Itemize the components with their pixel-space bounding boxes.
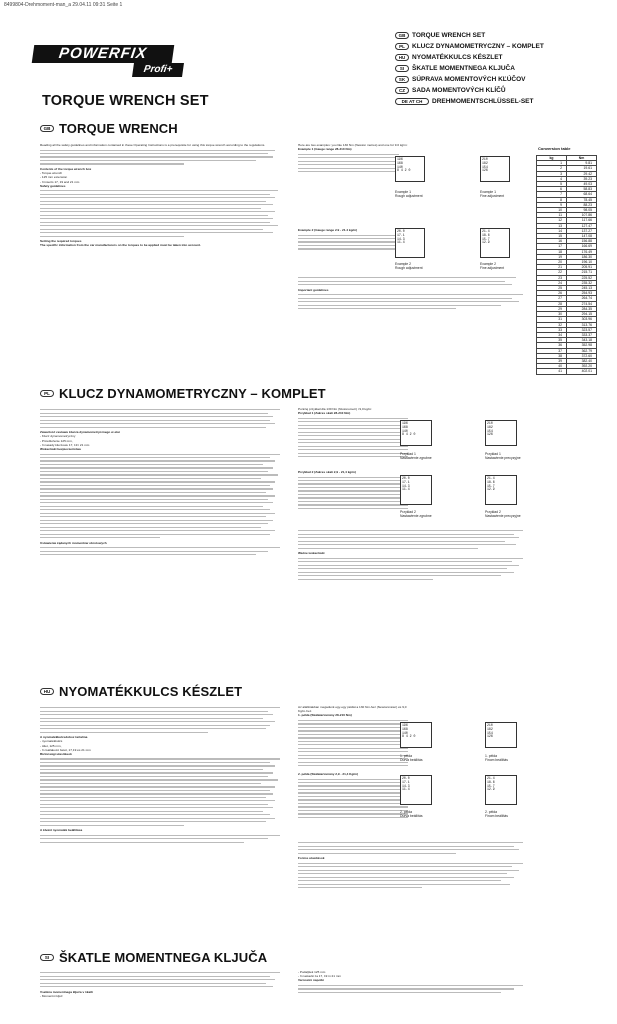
text-lines xyxy=(298,154,399,173)
scale-value: 154 xyxy=(487,730,493,735)
gb-example2-block xyxy=(298,228,408,252)
kg-cell: 2 xyxy=(537,166,567,171)
language-row xyxy=(395,96,610,107)
kg-cell: 3 xyxy=(537,171,567,176)
scale-value: 140 xyxy=(402,428,408,433)
nm-cell: 372.60 xyxy=(567,353,597,358)
caption-line: Fine adjustment xyxy=(480,266,505,270)
kg-cell: 26 xyxy=(537,291,567,296)
nm-cell: 196.10 xyxy=(567,260,597,265)
section-title: KLUCZ DYNAMOMETRYCZNY – KOMPLET xyxy=(59,386,326,401)
figure-caption xyxy=(485,510,521,518)
language-row xyxy=(395,52,610,63)
text-lines xyxy=(40,972,280,987)
hu-safety-heading: Biztonsági utasítások xyxy=(40,751,72,756)
gb-example2-heading: Example 2 (Gauge range 2.9 - 21.4 kg/m) xyxy=(298,228,358,232)
language-row xyxy=(395,63,610,74)
section-title: NYOMATÉKKULCS KÉSZLET xyxy=(59,684,243,699)
scale-value: 21.4 xyxy=(482,229,490,233)
gb-safety-heading: Safety guidelines xyxy=(40,183,66,188)
nm-cell: 29.42 xyxy=(567,171,597,176)
conversion-table-body xyxy=(537,161,597,374)
scale-value: 12.9 xyxy=(487,487,495,492)
nm-cell: 49.03 xyxy=(567,182,597,187)
gb-contents-heading: Contents of the torque wrench box xyxy=(40,166,92,171)
nm-cell: 9.81 xyxy=(567,161,597,166)
section-header-si xyxy=(40,950,267,965)
caption-line: Nastawienie precyzyjne xyxy=(485,456,521,460)
pl-example1-heading: Przykład 1 (Zakres skali 28-210 Nm) xyxy=(298,411,351,416)
caption-line: Nastawienie zgrubne xyxy=(400,456,432,460)
kg-cell: 19 xyxy=(537,254,567,259)
scale-value: 21.4 xyxy=(487,476,495,480)
text-lines xyxy=(298,985,523,993)
kg-cell: 38 xyxy=(537,353,567,358)
kg-cell: 29 xyxy=(537,306,567,311)
scale-value: 18.6 xyxy=(482,232,490,237)
hu-example2-heading: 2. példa (Skálatartomány 2,9 - 21,4 Kg/m) xyxy=(298,772,359,776)
language-title: DREHMOMENTSCHLÜSSEL-SET xyxy=(432,98,534,105)
scale-value: 182 xyxy=(482,160,488,165)
hu-contents-item: - ötlet, 125 mm, xyxy=(40,743,62,748)
pl-left-column xyxy=(40,407,280,657)
pl-contents-item: - Klucz dynamometryczny xyxy=(40,434,76,439)
gauge-figure xyxy=(485,475,517,505)
language-title: SÚPRAVA MOMENTOVÝCH KĽÚČOV xyxy=(412,76,526,83)
kg-cell: 36 xyxy=(537,343,567,348)
language-code: GB xyxy=(395,32,409,39)
gauge-figure xyxy=(480,156,510,182)
language-title: SADA MOMENTOVÝCH KLÍČŮ xyxy=(412,87,506,94)
nm-cell: 294.15 xyxy=(567,312,597,317)
caption-line: Example 1 xyxy=(480,190,497,194)
nm-cell: 68.64 xyxy=(567,192,597,197)
scale-value: 15.7 xyxy=(482,236,490,241)
nm-cell: 137.27 xyxy=(567,228,597,233)
kg-cell: 32 xyxy=(537,322,567,327)
hu-important-heading: Fontos utasítások xyxy=(298,856,325,861)
gauge-figure xyxy=(395,228,425,258)
text-lines xyxy=(40,454,280,539)
section-header-pl xyxy=(40,386,326,401)
text-lines xyxy=(298,294,523,309)
caption-line: Finom beállítás xyxy=(485,758,508,762)
language-list xyxy=(395,30,610,107)
caption-line: Przykład 2 xyxy=(485,510,501,514)
table-row xyxy=(537,369,597,374)
gb-intro: Reading all the safety guidelines and information contained in these Operating Instructions is a prerequisite for using this torque wrench according to the regulations. xyxy=(40,143,266,147)
si-contents-heading: Vsebina momentnega ključa v škatli xyxy=(40,989,93,994)
nm-cell: 235.32 xyxy=(567,280,597,285)
scale-value: 15.7 xyxy=(487,783,495,788)
scale-value: 140 xyxy=(402,730,408,735)
text-lines xyxy=(298,842,523,854)
kg-cell: 23 xyxy=(537,275,567,280)
caption-line: Example 1 xyxy=(395,190,412,194)
gauge-figure xyxy=(485,722,517,748)
figure-caption xyxy=(485,810,508,818)
gb-setting-heading: Setting the required torques xyxy=(40,239,82,244)
scale-value: 126 xyxy=(482,168,488,173)
gauge-figure xyxy=(395,156,425,182)
kg-cell: 33 xyxy=(537,327,567,332)
kg-cell: 21 xyxy=(537,265,567,270)
hu-example-intro: Az alábbiakban megadunk egy-egy példát a 130 Nm-hez (Newtonméter) és 9,0 Kg/m-hez. xyxy=(298,705,407,714)
gauge-figure xyxy=(485,775,517,805)
scale-value: 18.6 xyxy=(487,479,495,484)
nm-cell: 117.66 xyxy=(567,218,597,223)
caption-line: Rough adjustment xyxy=(395,194,423,198)
caption-line: Przykład 1 xyxy=(400,452,416,456)
kg-cell: 31 xyxy=(537,317,567,322)
text-lines xyxy=(298,477,408,510)
caption-line: Fine adjustment xyxy=(480,194,505,198)
text-lines xyxy=(298,277,523,285)
caption-line: Nastawienie precyzyjne xyxy=(485,514,521,518)
nm-cell: 382.40 xyxy=(567,358,597,363)
scale-value: 210 xyxy=(487,421,493,425)
text-lines xyxy=(298,235,408,250)
hu-important-block xyxy=(298,840,523,891)
hu-example2-block xyxy=(298,772,408,820)
text-lines xyxy=(40,190,280,236)
text-lines xyxy=(40,707,280,733)
text-lines xyxy=(298,558,523,580)
hu-right-column xyxy=(298,705,408,769)
gb-contents-item: - 125 mm extension xyxy=(40,175,68,180)
nm-cell: 245.13 xyxy=(567,286,597,291)
scale-value: 18.6 xyxy=(487,779,495,784)
kg-cell: 5 xyxy=(537,182,567,187)
language-row xyxy=(395,85,610,96)
kg-cell: 14 xyxy=(537,228,567,233)
column-header: kg xyxy=(537,156,567,161)
pl-contents-item: - Przedłużenie 125 mm, xyxy=(40,438,73,443)
nm-cell: 313.76 xyxy=(567,322,597,327)
si-right-column xyxy=(298,970,523,1020)
gb-left-column xyxy=(40,143,280,323)
gauge-figure xyxy=(400,475,432,505)
scale-value: 17.1 xyxy=(402,779,410,784)
kg-cell: 9 xyxy=(537,202,567,207)
figure-caption xyxy=(400,754,423,762)
kg-cell: 41 xyxy=(537,369,567,374)
caption-line: Durva beállítás xyxy=(400,758,423,762)
dial-value: 8 4 2 0 xyxy=(397,168,411,173)
nm-cell: 39.23 xyxy=(567,176,597,181)
nm-cell: 127.47 xyxy=(567,223,597,228)
scale-value: 12.9 xyxy=(487,787,495,792)
kg-cell: 35 xyxy=(537,338,567,343)
scale-value: 20.0 xyxy=(402,476,410,480)
caption-line: Rough adjustment xyxy=(395,266,423,270)
kg-cell: 4 xyxy=(537,176,567,181)
figure-caption xyxy=(485,754,508,762)
scale-value: 11.4 xyxy=(402,487,410,492)
scale-value: 14.3 xyxy=(402,783,410,788)
figure-caption xyxy=(400,510,432,518)
language-title: TORQUE WRENCH SET xyxy=(412,32,486,39)
scale-value: 17.1 xyxy=(397,232,405,237)
scale-value: 126 xyxy=(487,734,493,739)
kg-cell: 13 xyxy=(537,223,567,228)
scale-value: 20.0 xyxy=(402,776,410,780)
caption-line: Przykład 1 xyxy=(485,452,501,456)
language-code: SI xyxy=(395,65,409,72)
nm-cell: 107.86 xyxy=(567,213,597,218)
si-contents-item: - Podaljšek 125 mm xyxy=(298,970,326,974)
nm-cell: 225.52 xyxy=(567,275,597,280)
kg-cell: 1 xyxy=(537,161,567,166)
gauge-figure xyxy=(480,228,510,258)
nm-cell: 343.18 xyxy=(567,338,597,343)
language-row xyxy=(395,41,610,52)
conversion-table-title: Conversion table xyxy=(538,146,571,151)
dial-value: 8 4 2 0 xyxy=(402,432,416,437)
nm-cell: 205.91 xyxy=(567,265,597,270)
pl-setting-heading: Ustawienie żądanych momentów obrotowych xyxy=(40,540,107,545)
pl-safety-heading: Wskazówki bezpieczeństwa xyxy=(40,447,81,452)
nm-cell: 176.49 xyxy=(567,249,597,254)
nm-cell: 166.69 xyxy=(567,244,597,249)
hu-setting-heading: A kívánt nyomaték beállítása xyxy=(40,828,83,833)
kg-cell: 25 xyxy=(537,286,567,291)
hu-contents-item: - 3 csatlakozó betét, 17,19 és 21 mm xyxy=(40,747,91,752)
caption-line: Finom beállítás xyxy=(485,814,508,818)
scale-value: 17.1 xyxy=(402,479,410,484)
scale-value: 11.4 xyxy=(402,787,410,792)
scale-value: 168 xyxy=(402,424,408,429)
kg-cell: 22 xyxy=(537,270,567,275)
section-header-hu xyxy=(40,684,242,699)
kg-cell: 34 xyxy=(537,332,567,337)
figure-caption xyxy=(400,810,423,818)
nm-cell: 215.71 xyxy=(567,270,597,275)
caption-line: Przykład 2 xyxy=(400,510,416,514)
kg-cell: 40 xyxy=(537,364,567,369)
nm-cell: 352.98 xyxy=(567,343,597,348)
scale-value: 140 xyxy=(397,164,403,169)
si-safety-heading: Varnostni napotki xyxy=(298,978,324,983)
kg-cell: 37 xyxy=(537,348,567,353)
caption-line: 2. példa xyxy=(485,810,498,814)
gb-example1-heading: Example 1 (Gauge range 28-210 Nm) xyxy=(298,147,352,152)
scale-value: 154 xyxy=(487,428,493,433)
text-lines xyxy=(40,758,280,825)
nm-cell: 392.20 xyxy=(567,364,597,369)
gauge-figure xyxy=(400,420,432,446)
figure-caption xyxy=(485,452,521,460)
pl-important-heading: Ważne wskazówki xyxy=(298,551,325,556)
caption-line: 2. példa xyxy=(400,810,413,814)
scale-value: 196 xyxy=(402,723,408,727)
kg-cell: 16 xyxy=(537,239,567,244)
kg-cell: 27 xyxy=(537,296,567,301)
caption-line: Durva beállítás xyxy=(400,814,423,818)
gauge-figure xyxy=(400,722,432,748)
figure-caption xyxy=(400,452,432,460)
text-lines xyxy=(298,418,408,458)
powerfix-logo xyxy=(33,41,183,81)
si-contents-item: - 3 nastavki za 17, 19 in 21 mm xyxy=(298,974,341,979)
figure-caption xyxy=(480,190,504,198)
scale-value: 15.7 xyxy=(487,483,495,488)
nm-cell: 186.30 xyxy=(567,254,597,259)
kg-cell: 17 xyxy=(537,244,567,249)
language-code: PL xyxy=(395,43,409,50)
scale-value: 168 xyxy=(397,160,403,165)
column-header: Nm xyxy=(567,156,597,161)
language-title: KLUCZ DYNAMOMETRYCZNY – KOMPLET xyxy=(412,43,544,50)
gb-contents-item: - 3 inserts 17, 19 and 21 mm xyxy=(40,179,80,184)
print-meta-line: 8499804-Drehmoment-man_a 29.04.11 09:31 Seite 1 xyxy=(4,2,123,8)
si-left-column xyxy=(40,970,280,1020)
scale-value: 12.9 xyxy=(482,240,490,245)
caption-line: Example 2 xyxy=(395,262,412,266)
scale-value: 154 xyxy=(482,164,488,169)
kg-cell: 15 xyxy=(537,234,567,239)
caption-line: 1. példa xyxy=(485,754,498,758)
pl-example2-heading: Przykład 2 (Zakres skali 2,9 - 21,4 kg/m) xyxy=(298,470,356,474)
figure-caption xyxy=(395,190,423,198)
nm-cell: 147.08 xyxy=(567,234,597,239)
gb-important-block xyxy=(298,275,523,312)
nm-cell: 274.54 xyxy=(567,301,597,306)
kg-cell: 30 xyxy=(537,312,567,317)
conversion-table xyxy=(536,155,597,375)
scale-value: 196 xyxy=(397,157,403,161)
caption-line: 1. példa xyxy=(400,754,413,758)
scale-value: 126 xyxy=(487,432,493,437)
pl-right-column xyxy=(298,407,408,460)
section-header-gb xyxy=(40,121,178,136)
kg-cell: 8 xyxy=(537,197,567,202)
caption-line: Example 2 xyxy=(480,262,497,266)
kg-cell: 10 xyxy=(537,208,567,213)
section-title: ŠKATLE MOMENTNEGA KLJUČA xyxy=(59,950,268,965)
hu-contents-heading: A nyomatékkulcsdoboz tartalma xyxy=(40,735,88,740)
nm-cell: 303.96 xyxy=(567,317,597,322)
kg-cell: 6 xyxy=(537,187,567,192)
gauge-figure xyxy=(485,420,517,446)
kg-cell: 12 xyxy=(537,218,567,223)
logo-main: POWERFIX xyxy=(32,45,175,63)
pl-example2-block xyxy=(298,470,408,511)
language-code: SK xyxy=(395,76,409,83)
product-title: TORQUE WRENCH SET xyxy=(42,93,209,109)
text-lines xyxy=(298,779,408,819)
language-code: DE AT CH xyxy=(395,98,429,105)
scale-value: 182 xyxy=(487,424,493,429)
kg-cell: 39 xyxy=(537,358,567,363)
figure-caption xyxy=(480,262,504,270)
gb-example-intro: Here are two examples: you like 130 Nm (Newton metres) and one for 9.0 kg/m: xyxy=(298,143,408,147)
nm-cell: 402.01 xyxy=(567,369,597,374)
text-lines xyxy=(298,720,408,766)
hu-left-column xyxy=(40,705,280,920)
section-title: TORQUE WRENCH xyxy=(59,121,178,136)
gauge-figure xyxy=(400,775,432,805)
scale-value: 11.4 xyxy=(397,240,405,245)
nm-cell: 323.57 xyxy=(567,327,597,332)
nm-cell: 156.88 xyxy=(567,239,597,244)
kg-cell: 28 xyxy=(537,301,567,306)
gb-setting-bold: The specific information from the car manufacturers on the torques to be applied must be taken into account. xyxy=(40,243,201,248)
text-lines xyxy=(298,530,523,549)
scale-value: 14.3 xyxy=(402,483,410,488)
kg-cell: 20 xyxy=(537,260,567,265)
scale-value: 14.3 xyxy=(397,236,405,241)
nm-cell: 254.93 xyxy=(567,291,597,296)
scale-value: 21.4 xyxy=(487,776,495,780)
scale-value: 210 xyxy=(482,157,488,161)
scale-value: 182 xyxy=(487,726,493,731)
scale-value: 210 xyxy=(487,723,493,727)
caption-line: Nastawienie zgrubne xyxy=(400,514,432,518)
section-code: GB xyxy=(40,125,54,132)
language-row xyxy=(395,74,610,85)
nm-cell: 78.45 xyxy=(567,197,597,202)
scale-value: 20.0 xyxy=(397,229,405,233)
nm-cell: 264.74 xyxy=(567,296,597,301)
hu-example1-heading: 1. példa (Skálatartomány 28-210 Nm) xyxy=(298,713,352,718)
hu-contents-item: - nyomatékkulcs xyxy=(40,739,63,744)
language-code: HU xyxy=(395,54,409,61)
text-lines xyxy=(40,547,280,555)
kg-cell: 24 xyxy=(537,280,567,285)
scale-value: 196 xyxy=(402,421,408,425)
pl-important-block xyxy=(298,528,523,582)
nm-cell: 19.61 xyxy=(567,166,597,171)
text-lines xyxy=(40,835,280,843)
pl-example-intro: Poniżej przykład dla 130 Nm (Niutonometr) i 9,0 kg/m: xyxy=(298,407,373,411)
nm-cell: 333.37 xyxy=(567,332,597,337)
text-lines xyxy=(40,409,280,428)
kg-cell: 7 xyxy=(537,192,567,197)
nm-cell: 88.23 xyxy=(567,202,597,207)
text-lines xyxy=(40,150,280,165)
section-code: PL xyxy=(40,390,54,397)
section-code: HU xyxy=(40,688,54,695)
si-contents-item: - Momentni ključ xyxy=(40,993,63,998)
section-code: SI xyxy=(40,954,54,961)
dial-value: 8 4 2 0 xyxy=(402,734,416,739)
language-code: CZ xyxy=(395,87,409,94)
scale-value: 168 xyxy=(402,726,408,731)
language-title: NYOMATÉKKULCS KÉSZLET xyxy=(412,54,503,61)
nm-cell: 284.35 xyxy=(567,306,597,311)
pl-contents-heading: Zawartość zestawu klucza dynamometrycznego w etui xyxy=(40,430,120,435)
kg-cell: 18 xyxy=(537,249,567,254)
nm-cell: 98.05 xyxy=(567,208,597,213)
text-lines xyxy=(298,863,523,889)
logo-sub: Profi+ xyxy=(132,63,184,77)
language-row xyxy=(395,30,610,41)
nm-cell: 58.83 xyxy=(567,187,597,192)
nm-cell: 362.79 xyxy=(567,348,597,353)
kg-cell: 11 xyxy=(537,213,567,218)
language-title: ŠKATLE MOMENTNEGA KLJUČA xyxy=(412,65,515,72)
figure-caption xyxy=(395,262,423,270)
gb-important-heading: Important guidelines xyxy=(298,287,329,292)
gb-contents-item: - Torque wrench xyxy=(40,171,63,176)
pl-contents-item: - 3 nasady kluczowe 17, 19 i 21 mm xyxy=(40,442,90,447)
